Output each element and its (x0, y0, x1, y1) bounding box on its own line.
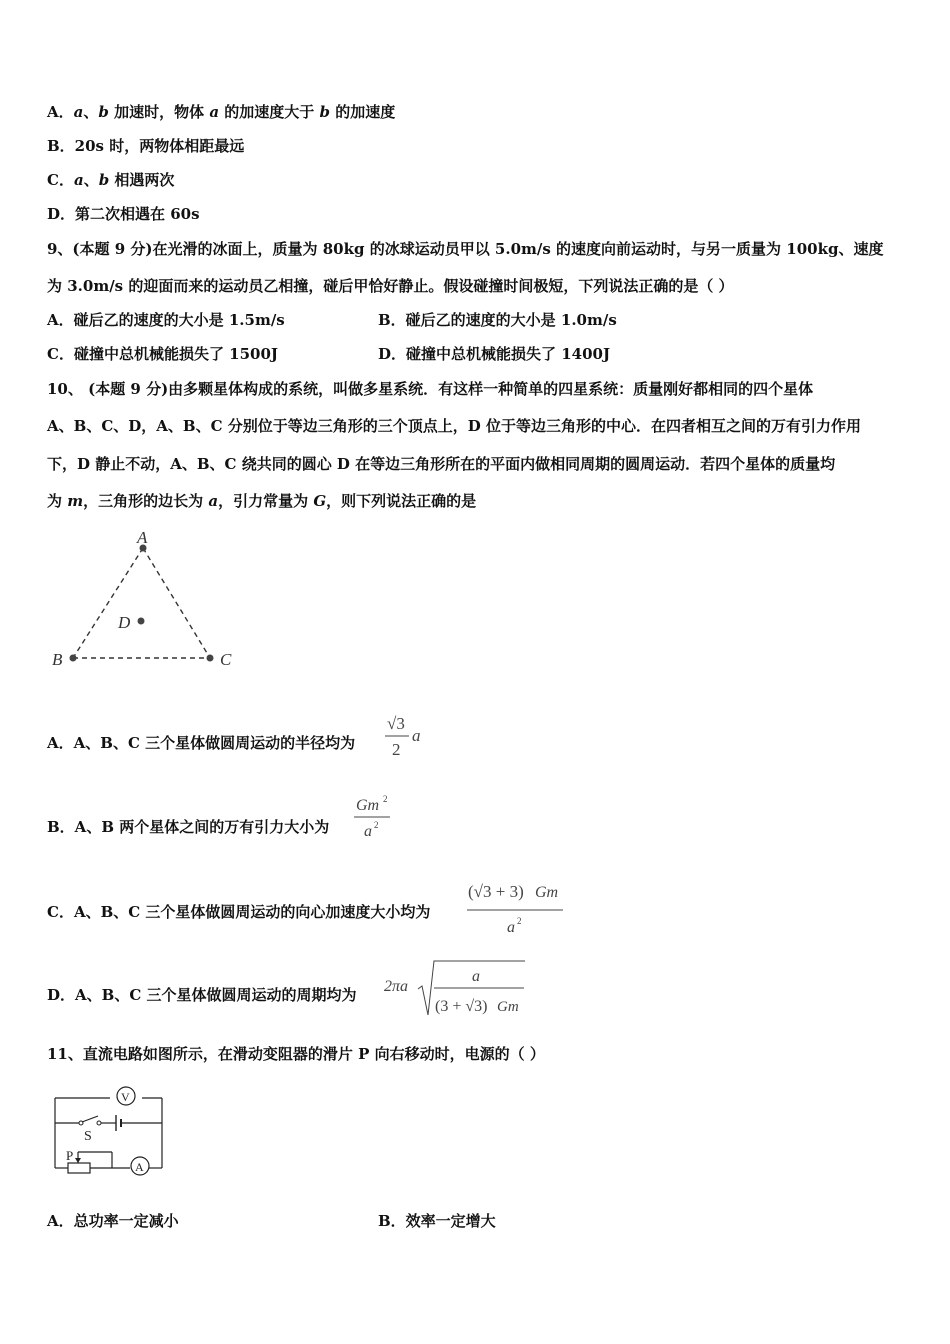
q10-stem-line1: 10、 (本题 9 分)由多颗星体构成的系统，叫做多星系统．有这样一种简单的四星系统：质量刚好都相同的四个星体 (47, 380, 814, 398)
label-c: C (220, 650, 232, 669)
formula-d-denominator: (3 + √3) (435, 998, 488, 1015)
formula-d-coefficient: 2πa (384, 978, 409, 995)
slider-label: P (66, 1148, 74, 1163)
q10-option-d: D．A、B、C 三个星体做圆周运动的周期均为 (47, 986, 357, 1004)
formula-b-numerator: Gm (356, 797, 380, 814)
ammeter-label: A (135, 1160, 144, 1174)
q10-option-b-formula (352, 790, 402, 844)
label-d: D (118, 613, 131, 632)
formula-b-denominator: a (364, 823, 372, 840)
formula-d-denominator-tail: Gm (497, 999, 519, 1015)
q9-option-b: B．碰后乙的速度的大小是 1.0m/s (378, 311, 617, 329)
rheostat-icon (68, 1163, 90, 1173)
star-b-dot (70, 655, 77, 662)
q11-option-b: B．效率一定增大 (378, 1212, 496, 1230)
q10-option-b: B．A、B 两个星体之间的万有引力大小为 (47, 818, 330, 836)
q8-option-c: C．a、b 相遇两次 (47, 171, 175, 189)
q8-option-a: A．a、b 加速时，物体 a 的加速度大于 b 的加速度 (47, 103, 396, 121)
q9-option-a: A．碰后乙的速度的大小是 1.5m/s (47, 311, 285, 329)
triangle-edge-ab (73, 548, 143, 658)
formula-a-denominator: 2 (392, 740, 401, 759)
q10-option-a: A．A、B、C 三个星体做圆周运动的半径均为 (47, 734, 356, 752)
star-c-dot (207, 655, 214, 662)
circuit-diagram (50, 1080, 180, 1180)
switch-contact (97, 1121, 101, 1125)
q9-stem-line1: 9、(本题 9 分)在光滑的冰面上，质量为 80kg 的冰球运动员甲以 5.0m/s 的速度向前运动时，与另一质量为 100kg、速度 (47, 240, 884, 258)
q10-option-c-formula (465, 870, 570, 938)
label-a: A (137, 528, 148, 547)
q11-stem: 11、直流电路如图所示，在滑动变阻器的滑片 P 向右移动时，电源的（ ） (47, 1045, 545, 1063)
q10-stem-line2: A、B、C、D，A、B、C 分别位于等边三角形的三个顶点上，D 位于等边三角形的中心．在四者相互之间的万有引力作用 (47, 417, 861, 435)
voltmeter-label: V (121, 1090, 130, 1104)
slider-arrow-icon (75, 1158, 81, 1163)
q10-option-a-formula (382, 707, 432, 761)
formula-c-den-exp: 2 (517, 916, 522, 926)
q10-option-c: C．A、B、C 三个星体做圆周运动的向心加速度大小均为 (47, 903, 431, 921)
q10-stem-line3: 下，D 静止不动，A、B、C 绕共同的圆心 D 在等边三角形所在的平面内做相同周期的圆周运动．若四个星体的质量均 (47, 455, 836, 473)
formula-c-numerator-tail: Gm (535, 884, 559, 901)
formula-b-num-exp: 2 (383, 794, 388, 804)
formula-b-den-exp: 2 (374, 820, 379, 830)
switch-label: S (84, 1129, 92, 1144)
formula-a-var: a (412, 726, 421, 745)
q9-option-c: C．碰撞中总机械能损失了 1500J (47, 345, 279, 363)
q8-option-b: B．20s 时，两物体相距最远 (47, 137, 245, 155)
q10-stem-line4: 为 m，三角形的边长为 a，引力常量为 G，则下列说法正确的是 (47, 492, 477, 510)
formula-c-denominator: a (507, 919, 515, 936)
q9-option-d: D．碰撞中总机械能损失了 1400J (378, 345, 611, 363)
formula-c-numerator: (√3 + 3) (468, 882, 524, 901)
q10-option-d-formula (382, 955, 532, 1021)
switch-lever (82, 1116, 98, 1122)
q9-stem-line2: 为 3.0m/s 的迎面而来的运动员乙相撞，碰后甲恰好静止。假设碰撞时间极短，下列说法正确的是（ ） (47, 277, 734, 295)
formula-d-numerator: a (472, 968, 480, 985)
triangle-edge-ac (143, 548, 210, 658)
formula-a-numerator: √3 (387, 714, 405, 733)
triangle-figure (40, 525, 250, 675)
label-b: B (52, 650, 63, 669)
star-d-dot (138, 618, 145, 625)
q11-option-a: A．总功率一定减小 (47, 1212, 179, 1230)
q8-option-d: D．第二次相遇在 60s (47, 205, 200, 223)
